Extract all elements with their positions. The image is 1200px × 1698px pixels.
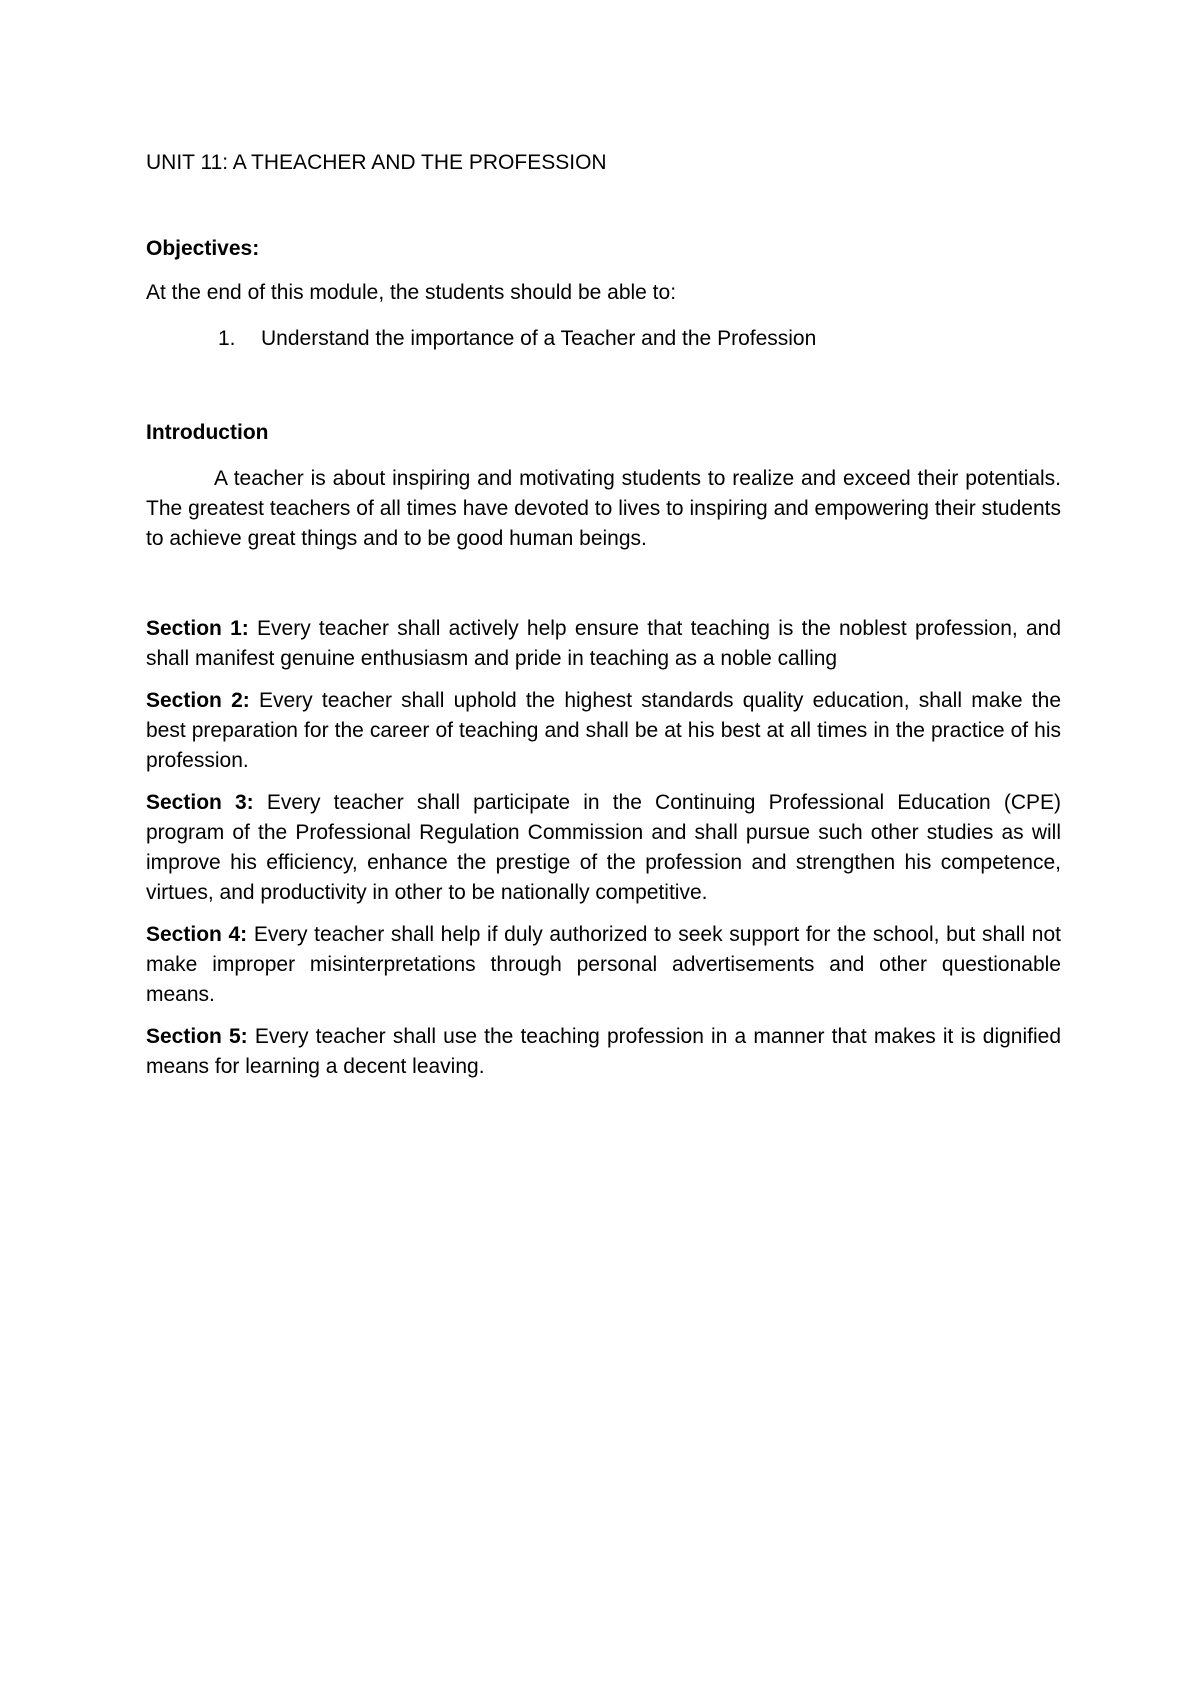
section-3-label: Section 3: [146, 791, 254, 814]
introduction-heading: Introduction [146, 421, 269, 444]
section-2 [146, 686, 1061, 776]
section-2-text: Every teacher shall uphold the highest standards quality education, shall make the best preparation for the career of teaching and shall be at his best at all times in the practice of his profession. [146, 689, 1061, 772]
section-2-label: Section 2: [146, 689, 250, 712]
section-5 [146, 1022, 1061, 1082]
objectives-intro: At the end of this module, the students should be able to: [146, 281, 677, 304]
objective-number: 1. [218, 327, 236, 350]
section-3-text: Every teacher shall participate in the Continuing Professional Education (CPE) program of the Professional Regulation Commission and shall pursue such other studies as will improve his efficiency, enhance the prestige of the profession and strengthen his competence, virtues, and productivity in other to be nationally competitive. [146, 791, 1062, 904]
introduction-paragraph: A teacher is about inspiring and motivating students to realize and exceed their potentials. The greatest teachers of all times have devoted to lives to inspiring and empowering their students to achieve great things and to be good human beings. [146, 467, 1061, 550]
section-1 [146, 614, 1061, 674]
objective-text: Understand the importance of a Teacher and the Profession [261, 327, 817, 350]
section-4-label: Section 4: [146, 923, 248, 946]
section-1-label: Section 1: [146, 617, 249, 640]
objectives-list [146, 324, 1061, 354]
section-4-text: Every teacher shall help if duly authorized to seek support for the school, but shall not make improper misinterpretations through personal advertisements and other questionable means. [146, 923, 1061, 1006]
section-5-label: Section 5: [146, 1025, 248, 1048]
document-content [146, 148, 1061, 1094]
section-5-text: Every teacher shall use the teaching profession in a manner that makes it is dignified means for learning a decent leaving. [146, 1025, 1061, 1078]
objective-item [146, 324, 1061, 354]
section-4 [146, 920, 1061, 1010]
section-1-text: Every teacher shall actively help ensure that teaching is the noblest profession, and shall manifest genuine enthusiasm and pride in teaching as a noble calling [146, 617, 1062, 670]
unit-title: UNIT 11: A THEACHER AND THE PROFESSION [146, 151, 607, 174]
objectives-heading: Objectives: [146, 237, 260, 260]
sections-list [146, 614, 1061, 1082]
section-3 [146, 788, 1061, 908]
